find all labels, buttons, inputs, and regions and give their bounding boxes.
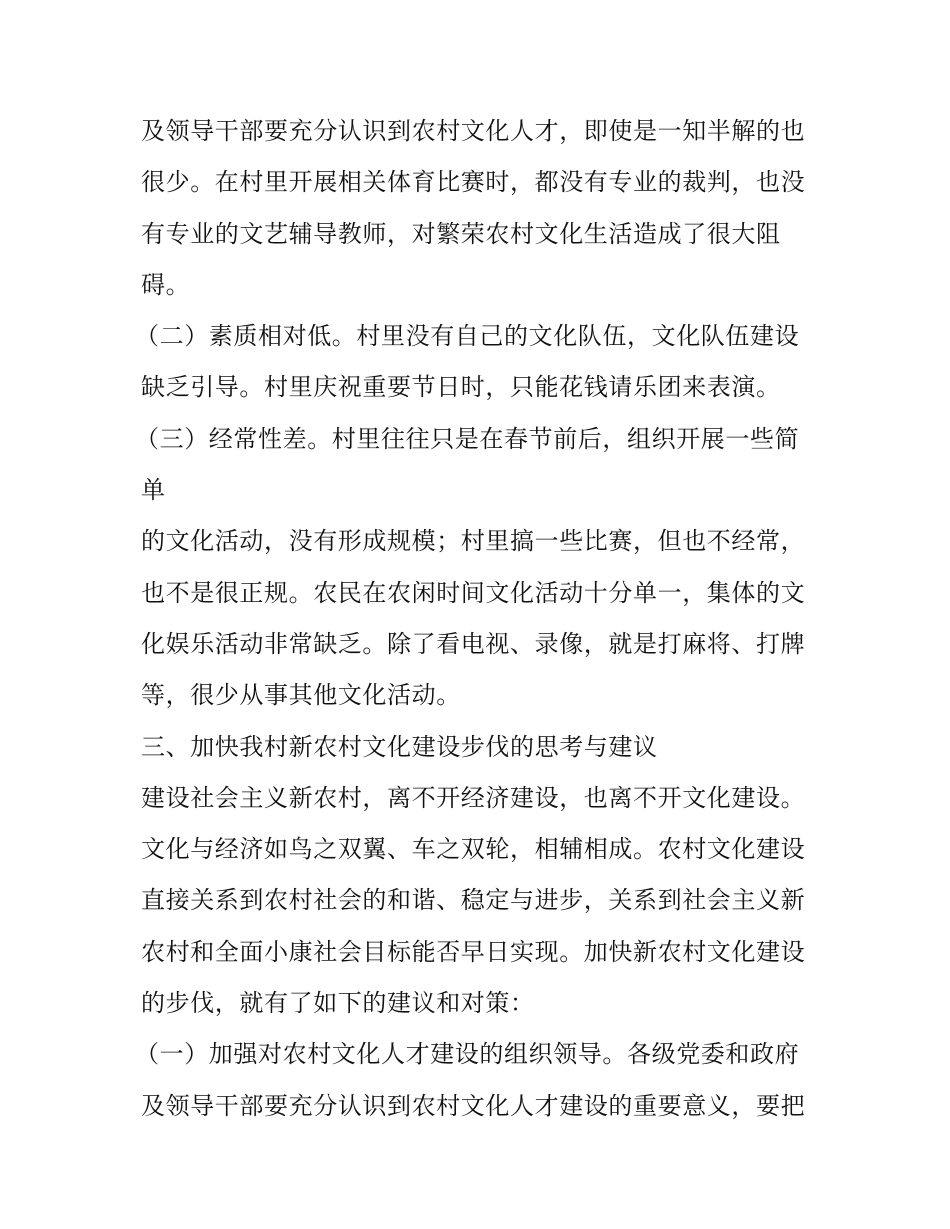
body-text: [135, 106, 821, 1132]
section-heading: 三、加快我村新农村文化建设步伐的思考与建议: [141, 732, 658, 761]
text-line: 直接关系到农村社会的和谐、稳定与进步，关系到社会主义新: [141, 886, 806, 915]
text-line: 化娱乐活动非常缺乏。除了看电视、录像，就是打麻将、打牌: [141, 629, 806, 658]
text-line: 有专业的文艺辅导教师，对繁荣农村文化生活造成了很大阻: [141, 219, 781, 248]
text-line: 及领导干部要充分认识到农村文化人才建设的重要意义，要把: [141, 1091, 806, 1120]
text-line: （一）加强对农村文化人才建设的组织领导。各级党委和政府: [135, 1040, 800, 1069]
text-line: 建设社会主义新农村，离不开经济建设，也离不开文化建设。: [141, 783, 806, 812]
text-line: 的步伐，就有了如下的建议和对策：: [141, 989, 535, 1018]
text-line: （二）素质相对低。村里没有自己的文化队伍，文化队伍建设: [135, 322, 800, 351]
text-line: 单: [141, 476, 166, 505]
text-line: 文化与经济如鸟之双翼、车之双轮，相辅相成。农村文化建设: [141, 835, 806, 864]
text-line: 农村和全面小康社会目标能否早日实现。加快新农村文化建设: [141, 937, 806, 966]
text-line: 很少。在村里开展相关体育比赛时，都没有专业的裁判，也没: [141, 168, 806, 197]
text-line: 的文化活动，没有形成规模；村里搞一些比赛，但也不经常，: [141, 527, 806, 556]
text-line: 碍。: [141, 270, 191, 299]
text-line: 及领导干部要充分认识到农村文化人才，即使是一知半解的也: [141, 117, 806, 145]
text-line: 缺乏引导。村里庆祝重要节日时，只能花钱请乐团来表演。: [141, 373, 781, 402]
text-line: 也不是很正规。农民在农闲时间文化活动十分单一，集体的文: [141, 578, 806, 607]
text-line: （三）经常性差。村里往往只是在春节前后，组织开展一些简: [135, 424, 800, 453]
text-line: 等，很少从事其他文化活动。: [141, 681, 461, 710]
